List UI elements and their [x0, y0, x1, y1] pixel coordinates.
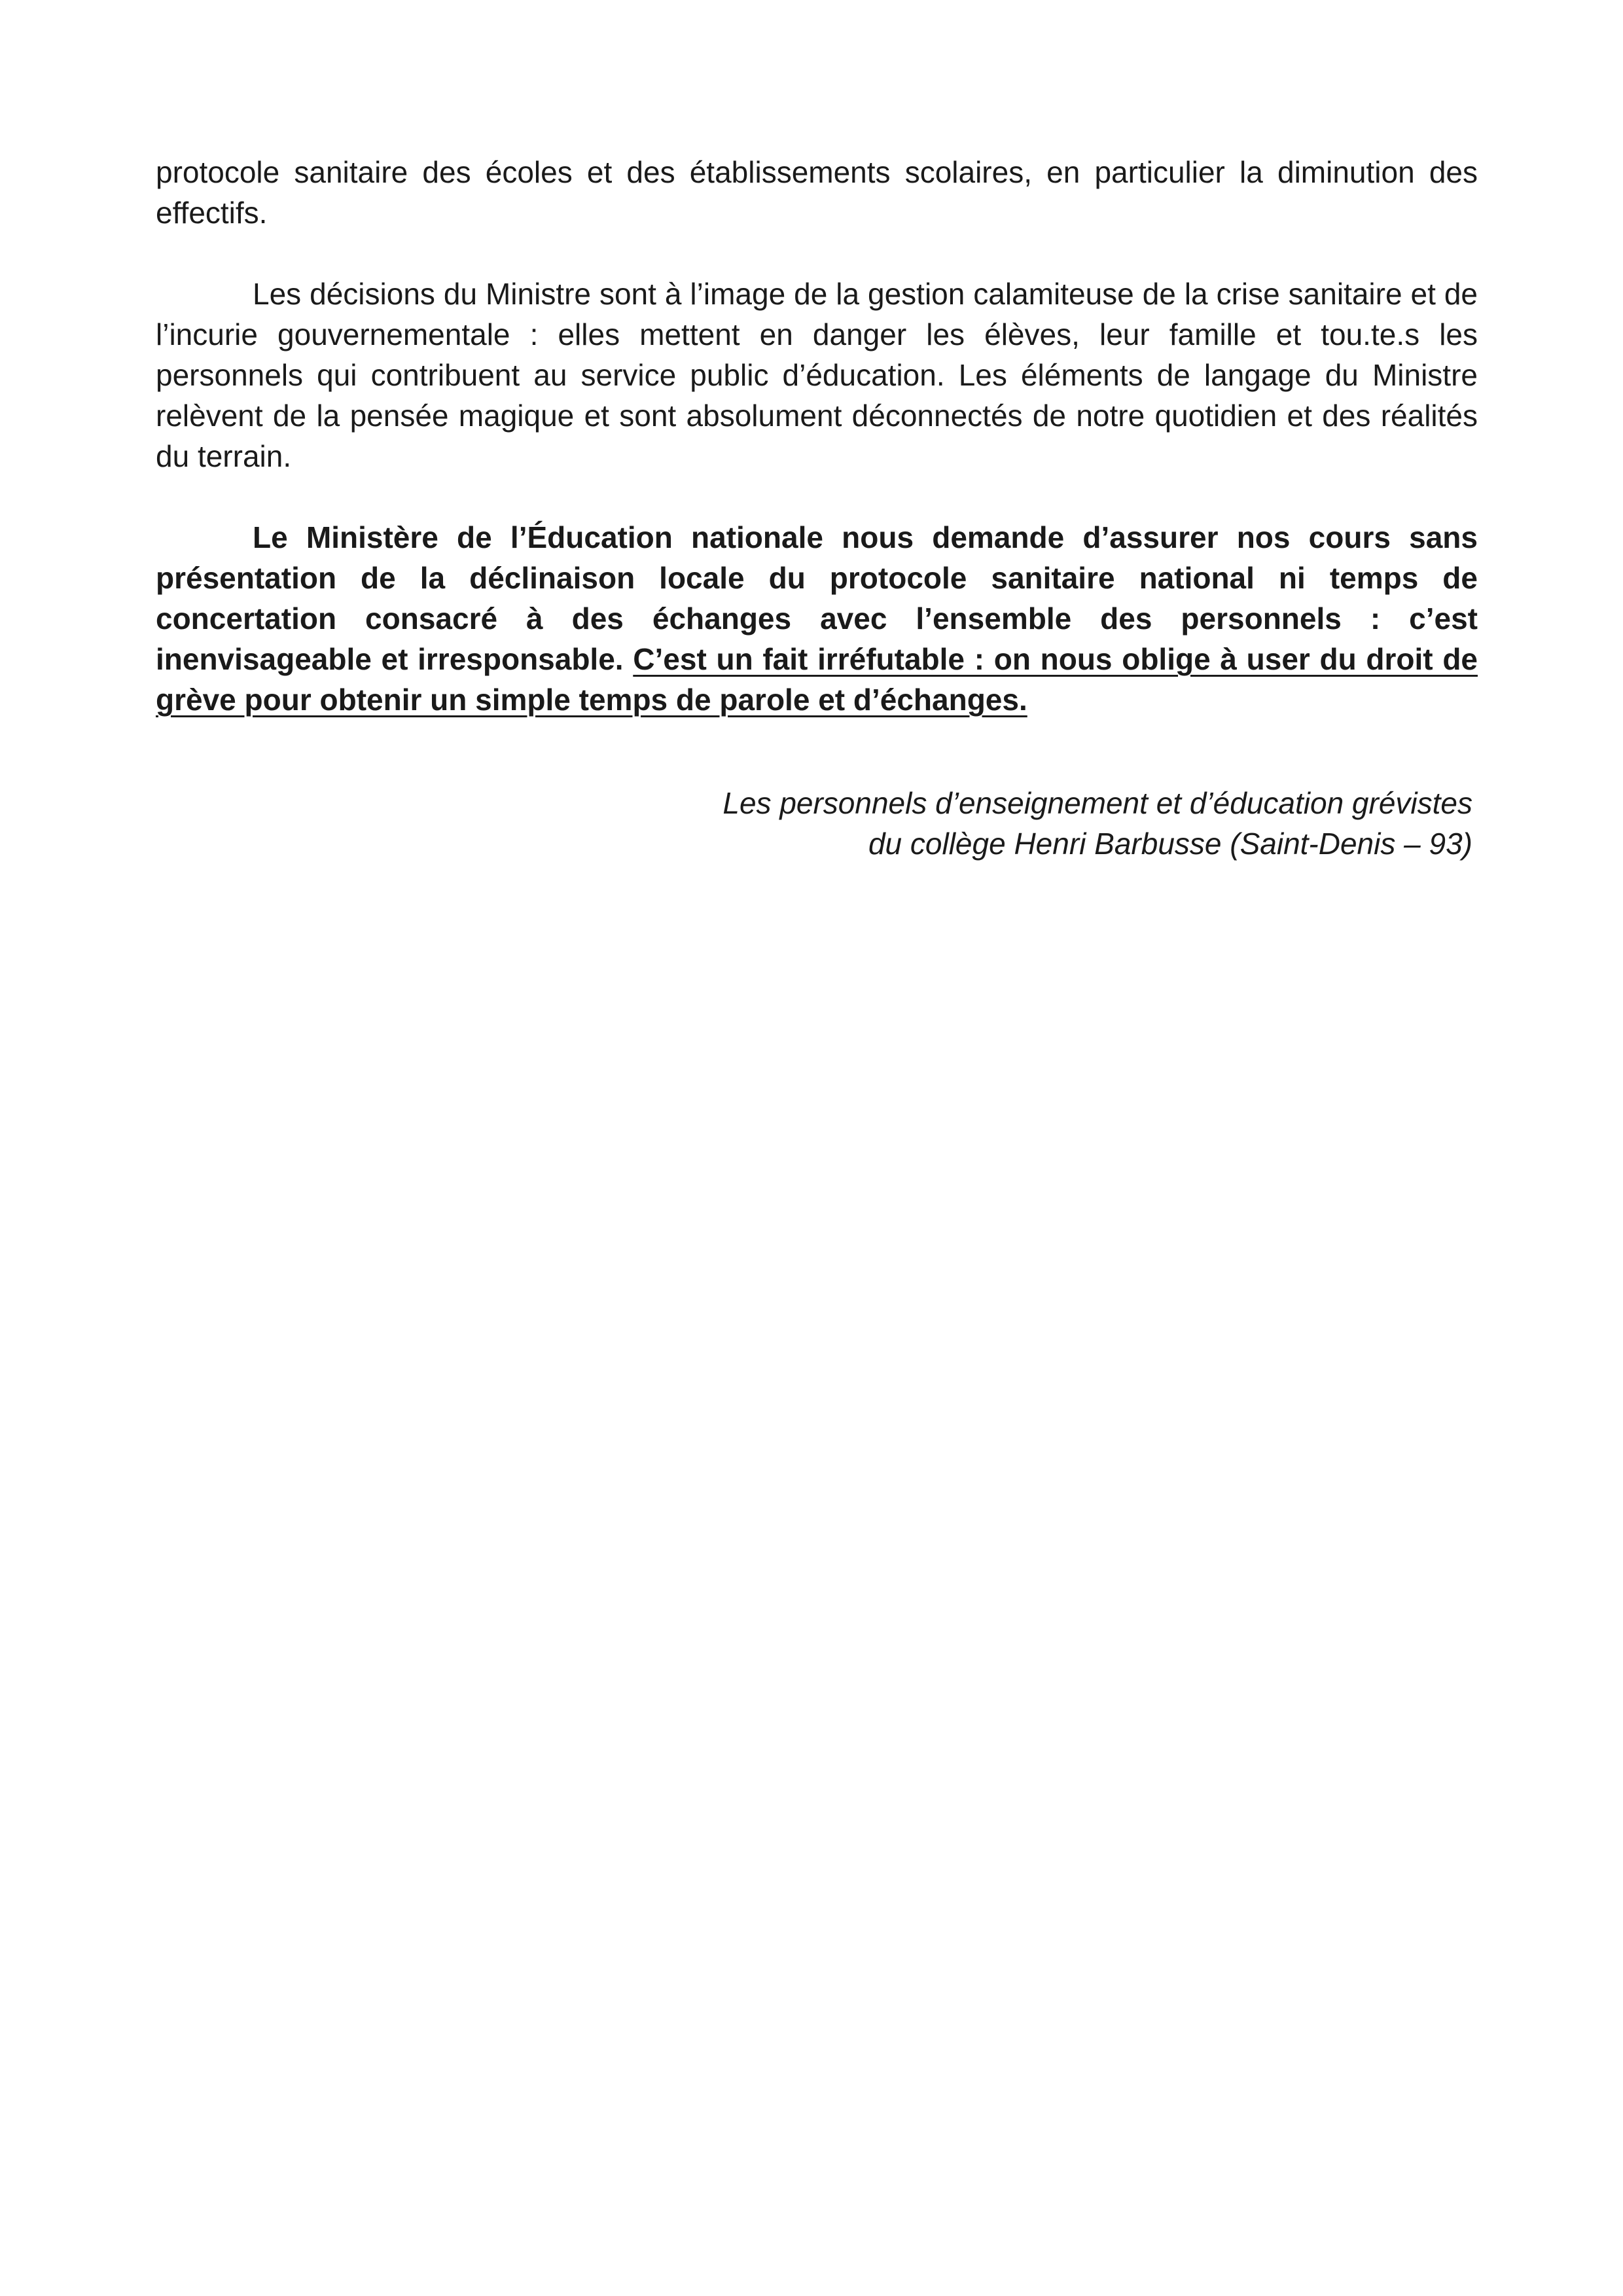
paragraph-protocole: protocole sanitaire des écoles et des établissements scolaires, en particulier la diminution des effectifs. — [156, 155, 1478, 230]
signature-block — [156, 783, 1478, 864]
paragraph-decisions-ministre: Les décisions du Ministre sont à l’image de la gestion calamiteuse de la crise sanitaire et de l’incurie gouvernementale : elles mettent en danger les élèves, leur famille et tou.te.s les personnels qui contribuent au service public d’éducation. Les éléments de langage du Ministre relèvent de la pensée magique et sont absolument déconnectés de notre quotidien et des réalités du terrain. — [156, 277, 1478, 473]
signature-line-1: Les personnels d’enseignement et d’éducation grévistes — [722, 786, 1472, 820]
underlined-statement: C’est un fait irréfutable : on nous oblige à user du droit de grève pour obtenir un simple temps de parole et d’échanges. — [156, 642, 1478, 717]
bold-statement: Le Ministère de l’Éducation nationale nous demande d’assurer nos cours sans présentation de la déclinaison locale du protocole sanitaire national ni temps de concertation consacré à des échanges avec l’ensemble des personnels : c’est inenvisageable et irresponsable. — [156, 520, 1478, 676]
document-body — [156, 152, 1478, 761]
paragraph-ministere-demande — [156, 517, 1478, 720]
signature-line-2: du collège Henri Barbusse (Saint-Denis – 93) — [868, 827, 1472, 861]
